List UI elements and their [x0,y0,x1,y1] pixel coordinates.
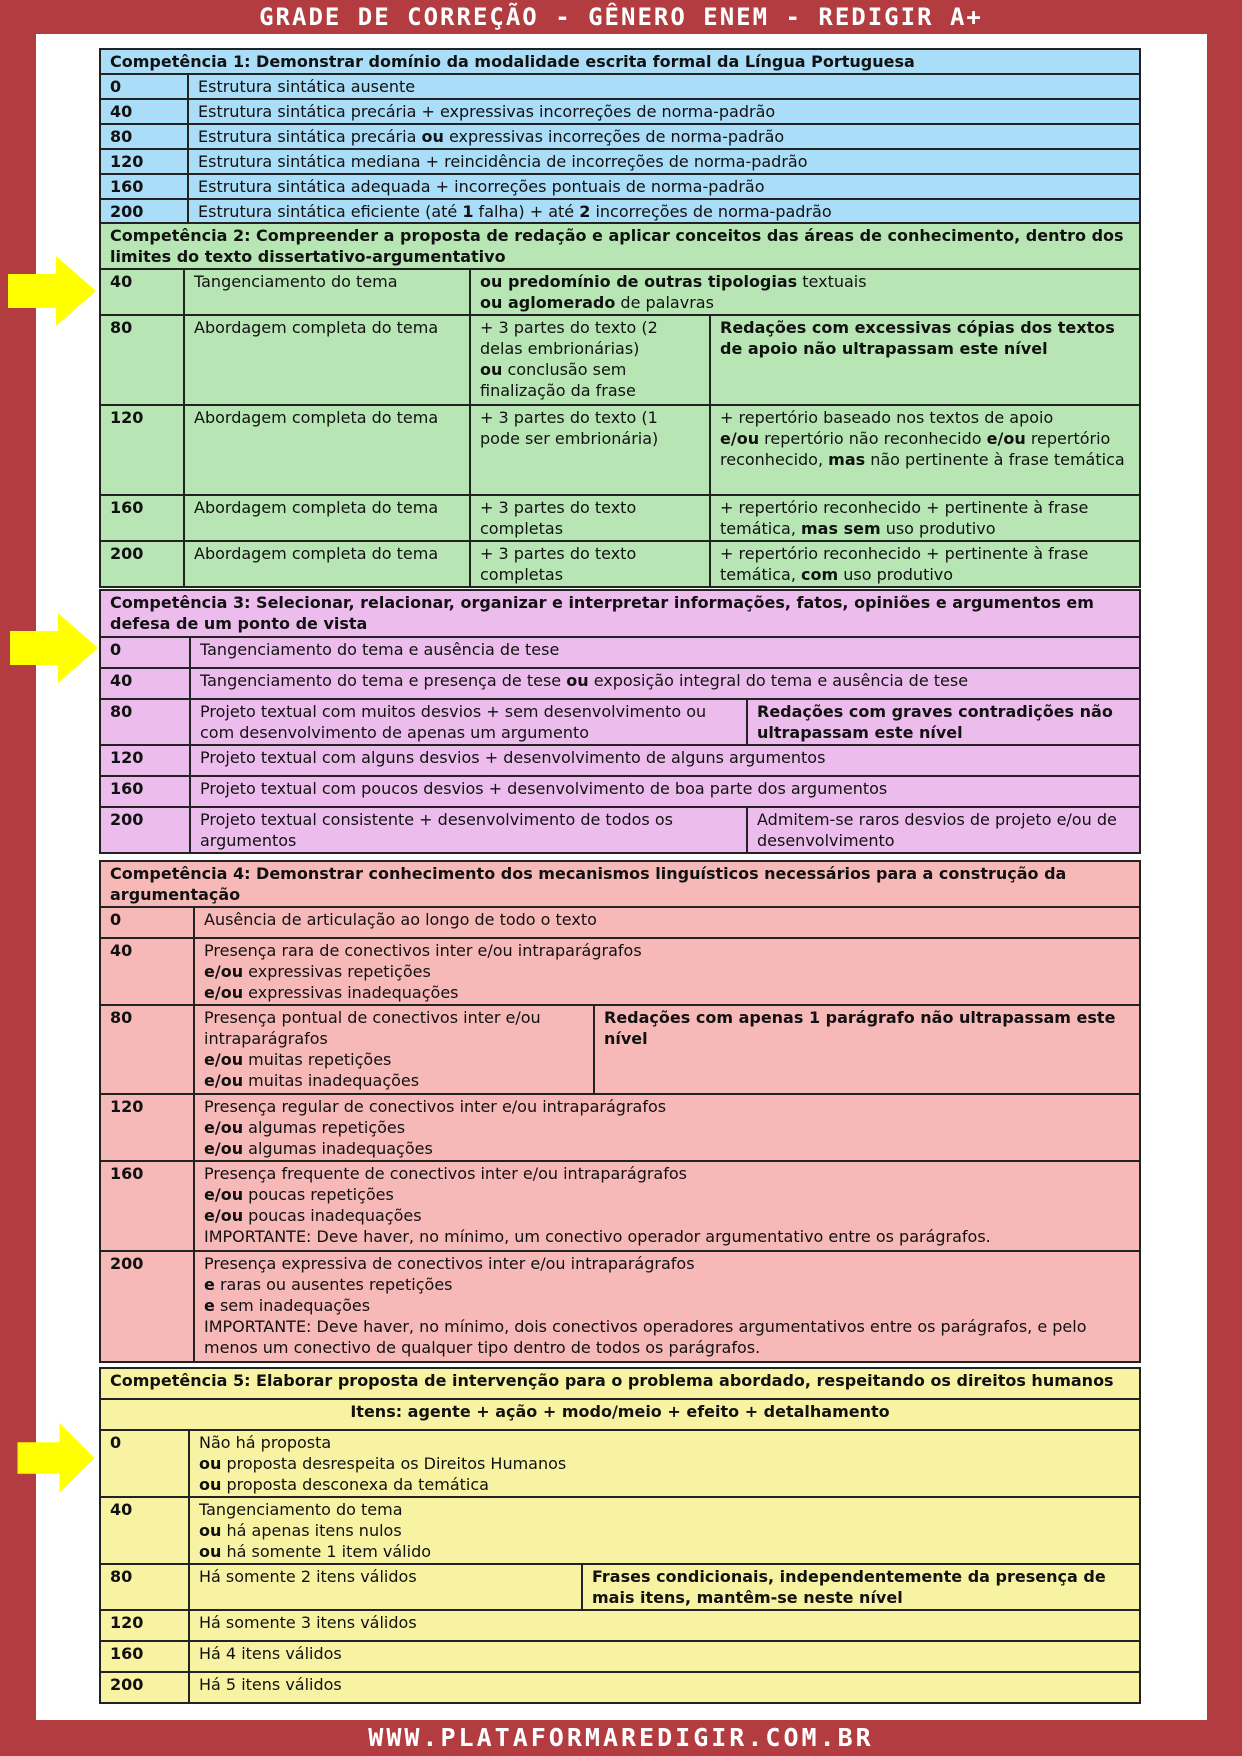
score-cell: 40 [100,99,188,124]
criteria-cell: Estrutura sintática precária + expressivas incorreções de norma-padrão [188,99,1140,124]
parts-cell: + 3 partes do texto (2 delas embrionárias) ou conclusão sem finalização da frase [470,315,710,405]
criteria-cell: Estrutura sintática ausente [188,74,1140,99]
parts-cell: + 3 partes do texto (1 pode ser embrionária) [470,405,710,495]
score-cell: 160 [100,776,190,807]
criteria-cell: Presença pontual de conectivos inter e/ou intraparágrafos e/ou muitas repetições e/ou muitas inadequações [194,1005,594,1094]
score-cell: 0 [100,1430,189,1497]
competencia-3-title: Competência 3: Selecionar, relacionar, organizar e interpretar informações, fatos, opiniões e argumentos em defesa de um ponto de vista [100,590,1140,637]
score-cell: 200 [100,807,190,853]
score-cell: 120 [100,745,190,776]
criteria-cell: Tangenciamento do tema ou há apenas itens nulos ou há somente 1 item válido [189,1497,1140,1564]
criteria-cell: Há 4 itens válidos [189,1641,1140,1672]
theme-cell: Abordagem completa do tema [184,495,470,541]
criteria-cell: Há 5 itens válidos [189,1672,1140,1703]
parts-cell: + 3 partes do texto completas [470,495,710,541]
score-cell: 0 [100,907,194,938]
score-cell: 80 [100,1005,194,1094]
criteria-cell: Estrutura sintática eficiente (até 1 falha) + até 2 incorreções de norma-padrão [188,199,1140,224]
theme-cell: Tangenciamento do tema [184,269,470,315]
score-cell: 80 [100,699,190,745]
score-cell: 40 [100,938,194,1005]
score-cell: 80 [100,315,184,405]
score-cell: 0 [100,74,188,99]
competencia-5-title: Competência 5: Elaborar proposta de intervenção para o problema abordado, respeitando os direitos humanos [100,1368,1140,1399]
score-cell: 200 [100,199,188,224]
criteria-cell: Projeto textual com alguns desvios + desenvolvimento de alguns argumentos [190,745,1140,776]
score-cell: 200 [100,1672,189,1703]
criteria-cell: Presença frequente de conectivos inter e/ou intraparágrafos e/ou poucas repetições e/ou poucas inadequações IMPORTANTE: Deve haver, no mínimo, um conectivo operador argumentativo entre os parágrafos. [194,1161,1140,1251]
criteria-cell: Estrutura sintática adequada + incorreções pontuais de norma-padrão [188,174,1140,199]
criteria-cell: ou predomínio de outras tipologias textuais ou aglomerado de palavras [470,269,1140,315]
note-cell: Admitem-se raros desvios de projeto e/ou de desenvolvimento [747,807,1140,853]
note-cell: Redações com apenas 1 parágrafo não ultrapassam este nível [594,1005,1140,1094]
criteria-cell: Tangenciamento do tema e ausência de tese [190,637,1140,668]
parts-cell: + 3 partes do texto completas [470,541,710,587]
note-cell: Frases condicionais, independentemente da presença de mais itens, mantêm-se neste nível [582,1564,1140,1610]
score-cell: 160 [100,495,184,541]
competencia-2-title: Competência 2: Compreender a proposta de redação e aplicar conceitos das áreas de conhecimento, dentro dos limites do texto dissertativo-argumentativo [100,223,1140,269]
theme-cell: Abordagem completa do tema [184,315,470,405]
items-row: Itens: agente + ação + modo/meio + efeito + detalhamento [100,1399,1140,1430]
criteria-cell: Ausência de articulação ao longo de todo o texto [194,907,1140,938]
score-cell: 80 [100,124,188,149]
score-cell: 80 [100,1564,189,1610]
criteria-cell: Estrutura sintática precária ou expressivas incorreções de norma-padrão [188,124,1140,149]
theme-cell: Abordagem completa do tema [184,405,470,495]
repertoire-cell: + repertório reconhecido + pertinente à frase temática, com uso produtivo [710,541,1140,587]
criteria-cell: Tangenciamento do tema e presença de tese ou exposição integral do tema e ausência de tese [190,668,1140,699]
score-cell: 120 [100,1094,194,1161]
competencia-1-table [99,48,1141,225]
score-cell: 0 [100,637,190,668]
arrow-right-icon [10,613,98,683]
criteria-cell: Projeto textual com poucos desvios + desenvolvimento de boa parte dos argumentos [190,776,1140,807]
footer-url[interactable]: WWW.PLATAFORMAREDIGIR.COM.BR [368,1723,874,1752]
competencia-1-title: Competência 1: Demonstrar domínio da modalidade escrita formal da Língua Portuguesa [100,49,1140,74]
score-cell: 40 [100,269,184,315]
score-cell: 120 [100,149,188,174]
criteria-cell: Presença rara de conectivos inter e/ou intraparágrafos e/ou expressivas repetições e/ou expressivas inadequações [194,938,1140,1005]
competencia-4-title: Competência 4: Demonstrar conhecimento dos mecanismos linguísticos necessários para a construção da argumentação [100,861,1140,907]
score-cell: 200 [100,541,184,587]
page-title: GRADE DE CORREÇÃO - GÊNERO ENEM - REDIGIR A+ [259,3,983,31]
score-cell: 40 [100,1497,189,1564]
score-cell: 120 [100,405,184,495]
criteria-cell: Há somente 3 itens válidos [189,1610,1140,1641]
repertoire-cell: + repertório baseado nos textos de apoio e/ou repertório não reconhecido e/ou repertório reconhecido, mas não pertinente à frase temática [710,405,1140,495]
theme-cell: Abordagem completa do tema [184,541,470,587]
score-cell: 160 [100,1641,189,1672]
criteria-cell: Estrutura sintática mediana + reincidência de incorreções de norma-padrão [188,149,1140,174]
score-cell: 120 [100,1610,189,1641]
criteria-cell: Projeto textual com muitos desvios + sem desenvolvimento ou com desenvolvimento de apenas um argumento [190,699,747,745]
competencia-4-table [99,860,1141,1363]
arrow-right-icon [12,1423,100,1493]
competencia-3-table [99,589,1141,854]
score-cell: 200 [100,1251,194,1362]
criteria-cell: Não há proposta ou proposta desrespeita os Direitos Humanos ou proposta desconexa da temática [189,1430,1140,1497]
criteria-cell: Presença regular de conectivos inter e/ou intraparágrafos e/ou algumas repetições e/ou algumas inadequações [194,1094,1140,1161]
arrow-right-icon [8,256,96,326]
note-cell: Redações com graves contradições não ultrapassam este nível [747,699,1140,745]
score-cell: 40 [100,668,190,699]
criteria-cell: Presença expressiva de conectivos inter e/ou intraparágrafos e raras ou ausentes repetições e sem inadequações IMPORTANTE: Deve haver, no mínimo, dois conectivos operadores argumentativos entre os parágrafos, e pelo menos um conectivo de qualquer tipo dentro de todos os parágrafos. [194,1251,1140,1362]
note-cell: Redações com excessivas cópias dos textos de apoio não ultrapassam este nível [710,315,1140,405]
competencia-2-table [99,222,1141,588]
competencia-5-table [99,1367,1141,1704]
repertoire-cell: + repertório reconhecido + pertinente à frase temática, mas sem uso produtivo [710,495,1140,541]
criteria-cell: Projeto textual consistente + desenvolvimento de todos os argumentos [190,807,747,853]
criteria-cell: Há somente 2 itens válidos [189,1564,582,1610]
score-cell: 160 [100,174,188,199]
score-cell: 160 [100,1161,194,1251]
